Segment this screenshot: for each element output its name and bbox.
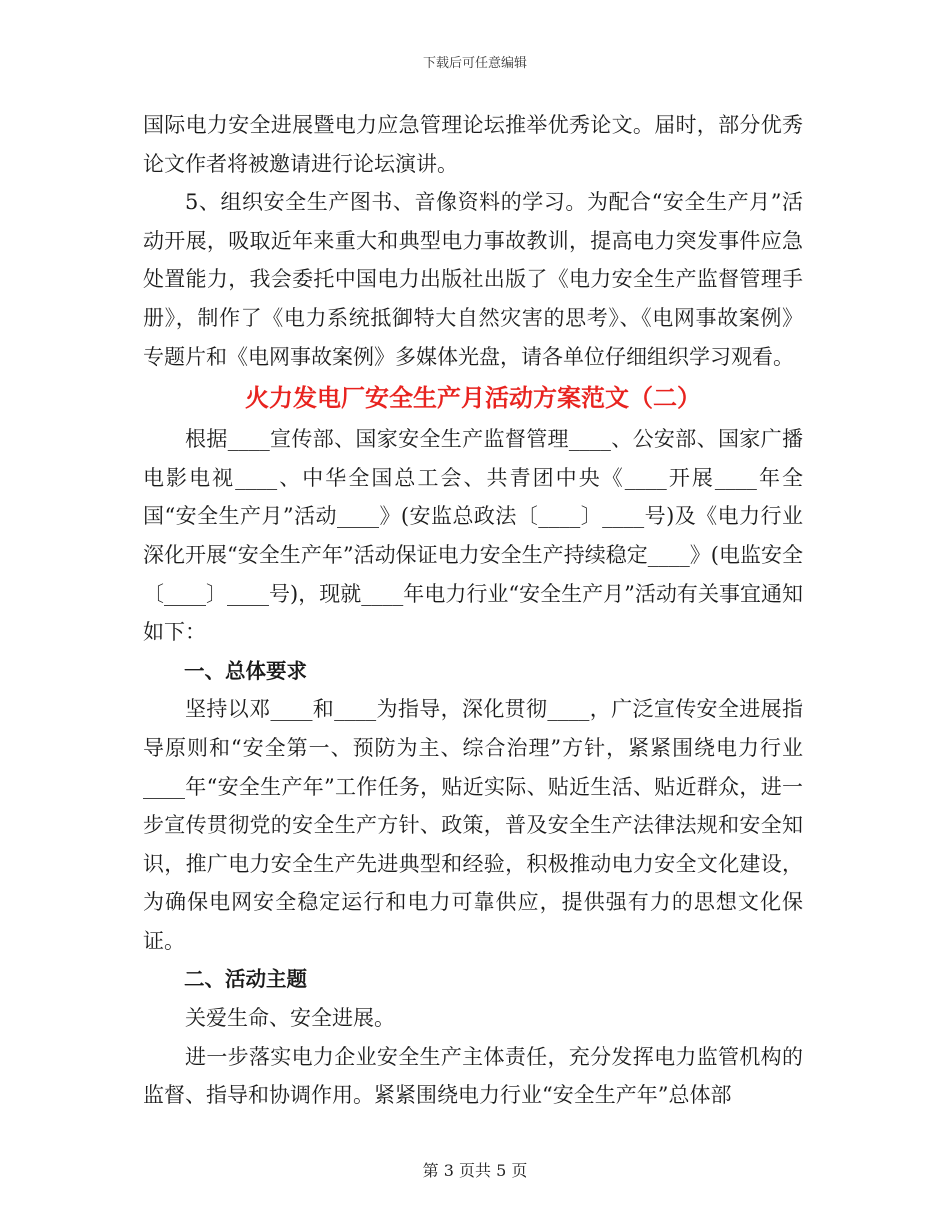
heading-activity-theme: 二、活动主题 — [184, 967, 307, 992]
page-footer: 第 3 页共 5 页 — [422, 1161, 528, 1180]
paragraph-responsibility: 进一步落实电力企业安全生产主体责任，充分发挥电力监管机构的监督、指导和协调作用。紧紧围绕电力行业“安全生产年”总体部 — [143, 1044, 803, 1108]
section-title: 火力发电厂安全生产月活动方案范文（二） — [245, 383, 701, 413]
paragraph-basis: 根据____宣传部、国家安全生产监督管理____、公安部、国家广播电影电视____、中华全国总工会、共青团中央《____开展____年全国“安全生产月”活动____》(安监总政法〔____〕____号)及《电力行业深化开展“安全生产年”活动保证电力安全生产持续稳定____》(电监安全〔____〕____号)，现就____年电力行业“安全生产月”活动有关事宜通知如下： — [143, 427, 803, 645]
page-header-note: 下载后可任意编辑 — [422, 56, 527, 71]
paragraph-study-materials: 5、组织安全生产图书、音像资料的学习。为配合“安全生产月”活动开展，吸取近年来重大和典型电力事故教训，提高电力突发事件应急处置能力，我会委托中国电力出版社出版了《电力安全生产监督管理手册》，制作了《电力系统抵御特大自然灾害的思考》、《电网事故案例》专题片和《电网事故案例》多媒体光盘，请各单位仔细组织学习观看。 — [143, 190, 803, 369]
paragraph-theme: 关爱生命、安全进展。 — [185, 1006, 395, 1031]
paragraph-forum: 国际电力安全进展暨电力应急管理论坛推举优秀论文。届时，部分优秀论文作者将被邀请进行论坛演讲。 — [143, 113, 803, 176]
heading-general-requirements: 一、总体要求 — [184, 658, 307, 683]
document-body — [143, 106, 803, 1115]
paragraph-requirements: 坚持以邓____和____为指导，深化贯彻____，广泛宣传安全进展指导原则和“安全第一、预防为主、综合治理”方针，紧紧围绕电力行业____年“安全生产年”工作任务，贴近实际、贴近生活、贴近群众，进一步宣传贯彻党的安全生产方针、政策，普及安全生产法律法规和安全知识，推广电力安全生产先进典型和经验，积极推动电力安全文化建设，为确保电网安全稳定运行和电力可靠供应，提供强有力的思想文化保证。 — [143, 697, 803, 953]
